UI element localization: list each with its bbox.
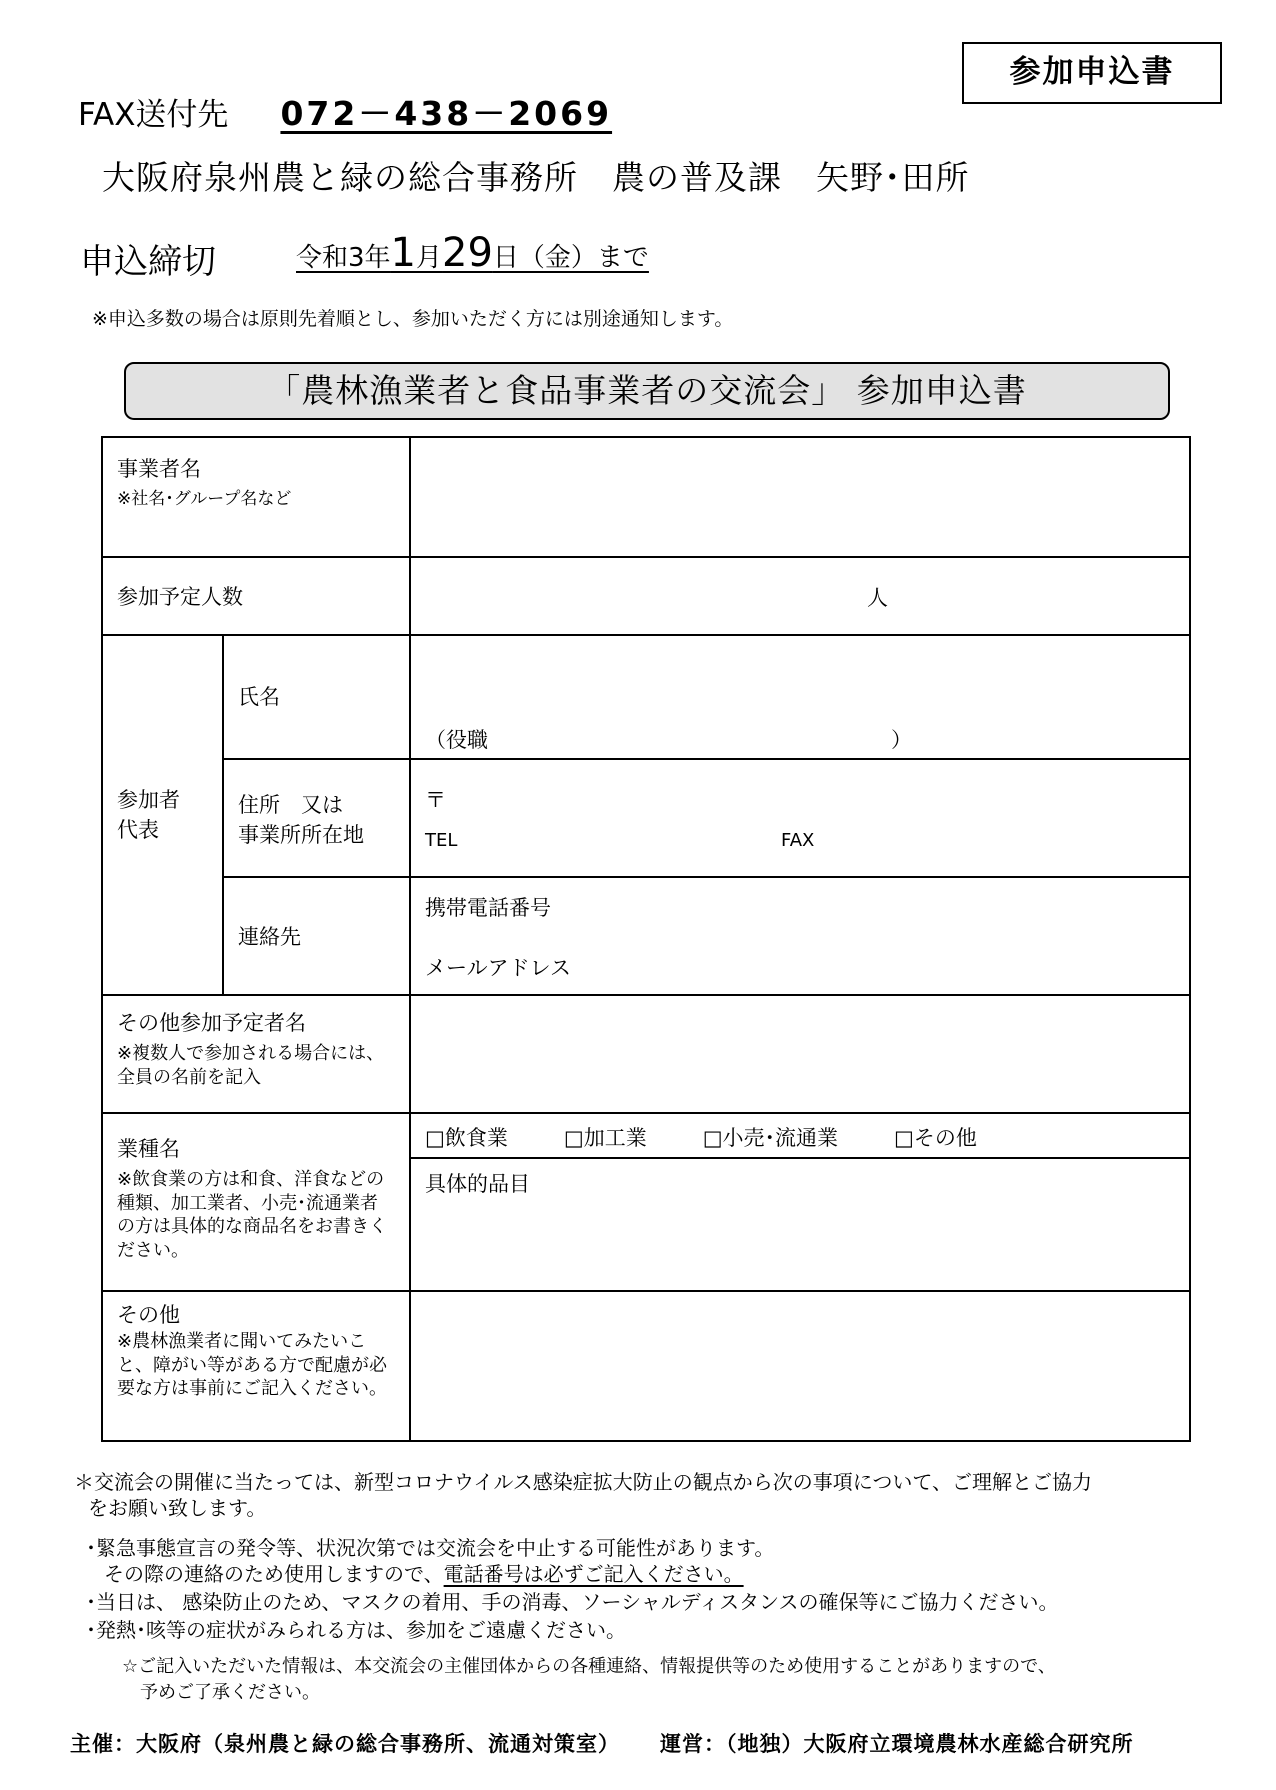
footer-bullet-1: ･緊急事態宣言の発令等、状況次第では交流会を中止する可能性があります。	[86, 1536, 775, 1560]
others-label-cell	[102, 995, 410, 1113]
attendees-input[interactable]	[410, 557, 1190, 635]
business-name-label: 事業者名	[117, 457, 201, 481]
products-label[interactable]: 具体的品目	[425, 1172, 531, 1196]
attendees-label: 参加予定人数	[117, 585, 243, 609]
contact-input[interactable]	[410, 877, 1190, 995]
contact-label-cell	[223, 877, 410, 995]
business-name-label-cell	[102, 437, 410, 557]
priority-note: ※申込多数の場合は原則先着順とし、参加いただく方には別途通知します。	[92, 308, 734, 330]
form-title: 「農林漁業者と食品事業者の交流会」 参加申込書	[124, 362, 1170, 420]
name-label: 氏名	[238, 685, 280, 709]
address-label-1: 住所 又は	[238, 793, 343, 817]
footer-privacy-2: 予めご了承ください。	[140, 1682, 320, 1703]
contact-label: 連絡先	[238, 925, 301, 949]
representative-label-cell	[102, 635, 223, 995]
deadline-month: 1	[390, 230, 416, 276]
tel-label: TEL	[425, 830, 458, 851]
application-form	[101, 436, 1191, 1442]
fax-field-label: FAX	[781, 830, 815, 851]
mobile-label: 携帯電話番号	[425, 896, 552, 920]
misc-label: その他	[117, 1303, 180, 1327]
misc-label-cell	[102, 1291, 410, 1441]
footer-bullet-3: ･発熱･咳等の症状がみられる方は、参加をご遠慮ください。	[86, 1618, 626, 1642]
others-note: ※複数人で参加される場合には、全員の名前を記入	[117, 1043, 385, 1088]
option-processing[interactable]: □加工業	[563, 1126, 647, 1150]
industry-input	[410, 1113, 1190, 1291]
name-input[interactable]	[410, 635, 1190, 759]
option-restaurant[interactable]: □飲食業	[425, 1126, 508, 1150]
industry-label-cell	[102, 1113, 410, 1291]
others-label: その他参加予定者名	[117, 1011, 306, 1035]
deadline-suffix: 日（金）まで	[492, 243, 649, 273]
footer-privacy-1: ☆ご記入いただいた情報は、本交流会の主催団体からの各種連絡、情報提供等のため使用することがありますので、	[122, 1656, 1056, 1677]
organizer: 主催：大阪府（泉州農と緑の総合事務所、流通対策室）	[70, 1732, 620, 1756]
deadline-label: 申込締切	[80, 242, 216, 282]
fax-destination	[78, 88, 612, 135]
deadline-day: 29	[442, 230, 493, 276]
misc-input[interactable]	[410, 1291, 1190, 1441]
footer-phone-required: 電話番号は必ずご記入ください。	[443, 1562, 744, 1586]
fax-label: FAX送付先	[78, 97, 229, 133]
industry-label: 業種名	[117, 1137, 180, 1161]
business-name-input[interactable]	[410, 437, 1190, 557]
position-open: （役職	[425, 728, 489, 752]
representative-label-2: 代表	[117, 818, 159, 842]
deadline-prefix: 令和3年	[296, 243, 391, 273]
email-label: メールアドレス	[425, 956, 571, 980]
position-close: ）	[891, 728, 913, 752]
form-badge: 参加申込書	[962, 42, 1222, 104]
others-input[interactable]	[410, 995, 1190, 1113]
address-input[interactable]	[410, 759, 1190, 877]
attendees-unit: 人	[867, 586, 889, 610]
name-label-cell	[223, 635, 410, 759]
attendees-label-cell	[102, 557, 410, 635]
address-label-2: 事業所所在地	[238, 823, 364, 848]
postal-mark: 〒	[425, 788, 447, 812]
footer-intro-2: をお願い致します。	[88, 1496, 267, 1520]
address-label-cell	[223, 759, 410, 877]
credits	[70, 1728, 1134, 1758]
option-other[interactable]: □その他	[894, 1126, 977, 1150]
misc-note: ※農林漁業者に聞いてみたいこと、障がい等がある方で配慮が必要な方は事前にご記入ください。	[117, 1331, 387, 1400]
industry-note: ※飲食業の方は和食、洋食などの種類、加工業者、小売･流通業者の方は具体的な商品名をお書きください。	[117, 1169, 387, 1261]
option-retail[interactable]: □小売･流通業	[702, 1126, 839, 1150]
office-name: 大阪府泉州農と緑の総合事務所 農の普及課 矢野･田所	[102, 158, 970, 197]
operator: 運営：（地独）大阪府立環境農林水産総合研究所	[660, 1732, 1134, 1756]
footer-bullet-1-text: その際の連絡のため使用しますので、	[104, 1562, 444, 1586]
fax-number: 072－438－2069	[280, 94, 613, 133]
deadline-month-unit: 月	[416, 243, 443, 273]
footer-intro-1: ＊交流会の開催に当たっては、新型コロナウイルス感染症拡大防止の観点から次の事項について、ご理解とご協力	[74, 1470, 1092, 1494]
representative-label-1: 参加者	[117, 787, 180, 812]
deadline-date	[296, 230, 649, 276]
footer-bullet-2: ･当日は、 感染防止のため、マスクの着用、手の消毒、ソーシャルディスタンスの確保等にご協力ください。	[86, 1590, 1059, 1614]
business-name-note: ※社名･グループ名など	[117, 489, 292, 510]
footer-bullet-1-cont	[104, 1558, 744, 1587]
